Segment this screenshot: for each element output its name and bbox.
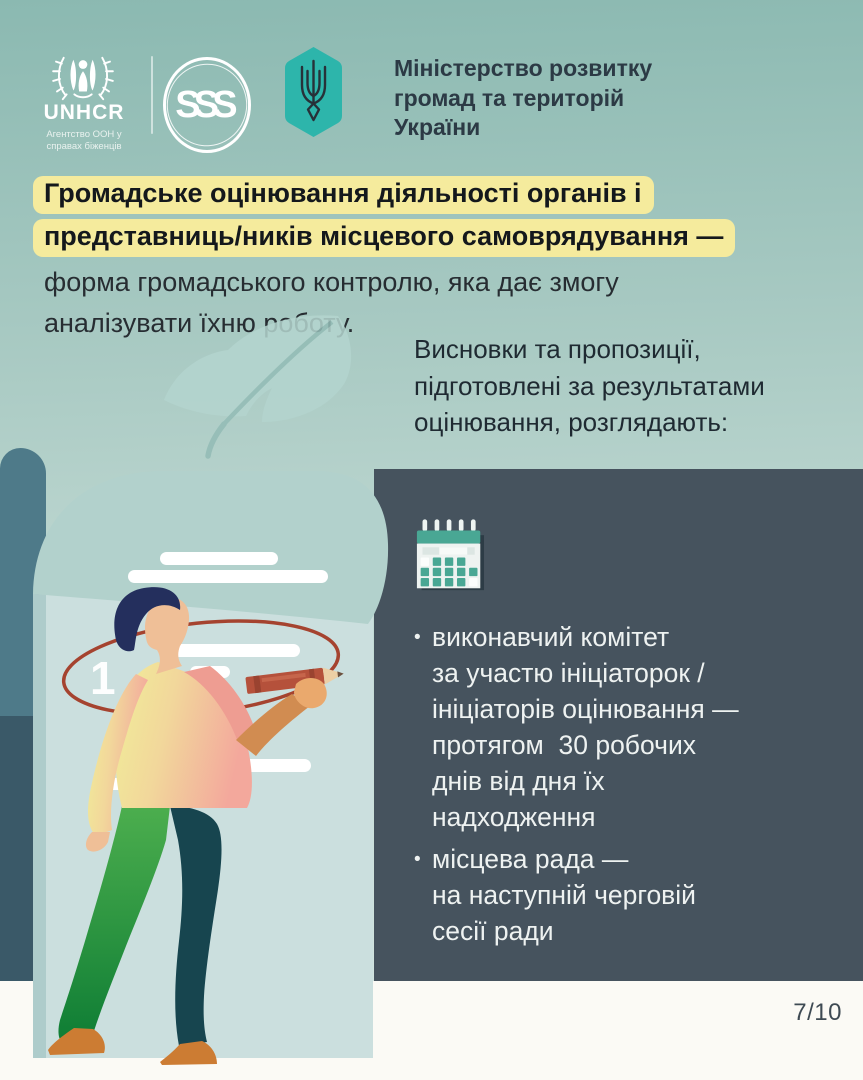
conclusions-line: підготовлені за результатами <box>414 370 765 401</box>
list-item <box>414 619 739 835</box>
ministry-logo-title <box>394 54 652 143</box>
list-item-line: протягом 30 робочих <box>432 730 697 760</box>
definition-text-line: аналізувати їхню роботу. <box>44 308 355 338</box>
list-item-line: за участю ініціаторок / <box>432 658 705 688</box>
bullet-marker: • <box>414 627 421 648</box>
definition-heading <box>33 176 735 344</box>
ministry-title-line: України <box>394 114 481 140</box>
list-item-line: на наступній черговій <box>432 880 696 910</box>
person-document-illustration <box>18 444 390 1068</box>
highlighted-line-row <box>33 176 735 214</box>
calendar-icon <box>413 510 487 592</box>
header-divider <box>151 56 153 134</box>
sss-logo-icon <box>163 57 251 153</box>
unhcr-logo-tagline <box>24 129 144 153</box>
unhcr-tagline-line: справах біженців <box>46 141 122 152</box>
list-item-line: місцева рада — <box>432 844 629 874</box>
list-item-line: днів від дня їх <box>432 766 605 796</box>
header <box>0 0 863 170</box>
highlighted-text: представниць/ників місцевого самоврядування — <box>33 219 735 257</box>
list-item-line: виконавчий комітет <box>432 622 670 652</box>
highlighted-line-row <box>33 219 735 257</box>
unhcr-logo-title: UNHCR <box>43 101 125 124</box>
page-indicator: 7/10 <box>793 999 842 1026</box>
list-item-line: надходження <box>432 802 596 832</box>
ministry-title-line: громад та територій <box>394 84 625 111</box>
highlighted-text: Громадське оцінювання діяльності органів і <box>33 176 654 214</box>
definition-text-line: форма громадського контролю, яка дає змогу <box>44 267 619 297</box>
review-panel <box>374 469 863 981</box>
list-item-text <box>432 619 739 835</box>
unhcr-logo-icon <box>50 52 116 104</box>
leaf-icon <box>156 312 382 460</box>
ministry-trident-icon <box>283 45 344 139</box>
list-item-text <box>432 841 696 949</box>
bullet-marker: • <box>414 849 421 870</box>
illustration-list-number: 1 <box>90 652 116 704</box>
ministry-title-line: Міністерство розвитку <box>394 55 653 81</box>
conclusions-line: оцінювання, розглядають: <box>414 407 729 437</box>
list-item-line: ініціаторів оцінювання — <box>432 694 739 724</box>
unhcr-tagline-line: Агентство ООН у <box>46 129 122 140</box>
list-item-line: сесії ради <box>432 916 554 946</box>
sss-logo-text: SSS <box>175 83 231 126</box>
conclusions-line: Висновки та пропозиції, <box>414 334 701 364</box>
list-item <box>414 841 696 949</box>
conclusions-intro <box>414 331 765 441</box>
